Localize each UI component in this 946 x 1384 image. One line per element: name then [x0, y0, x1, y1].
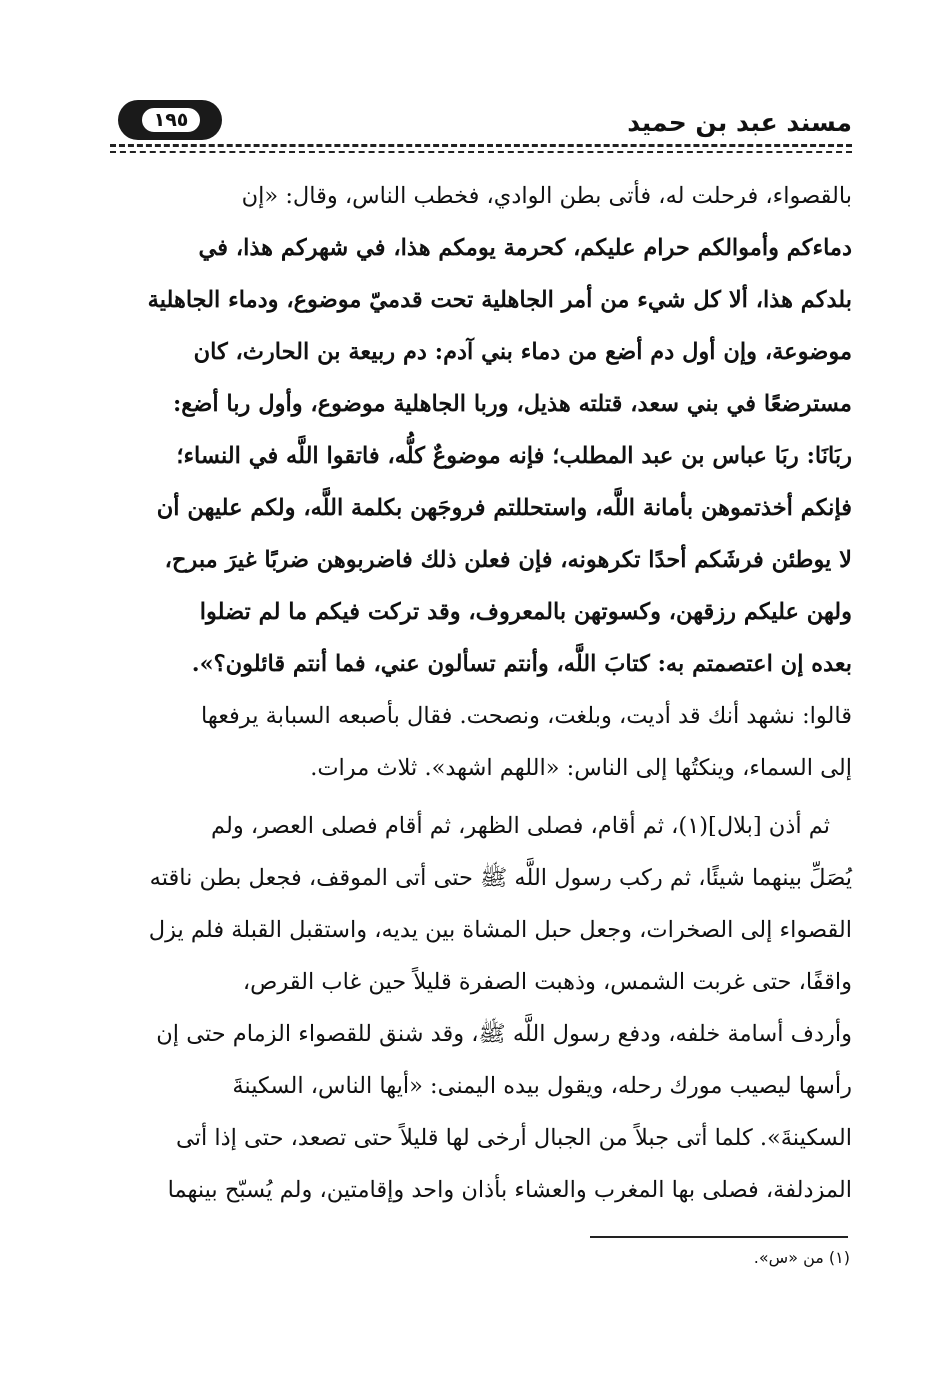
text-line: المزدلفة، فصلى بها المغرب والعشاء بأذان واحد وإقامتين، ولم يُسبّح بينهما: [167, 1177, 852, 1203]
text-line: القصواء إلى الصخرات، وجعل حبل المشاة بين يديه، واستقبل القبلة فلم يزل: [148, 917, 852, 943]
text-line: يُصَلِّ بينهما شيئًا، ثم ركب رسول اللَّه ﷺ حتى أتى الموقف، فجعل بطن ناقته: [149, 865, 852, 891]
page-number: ١٩٥: [140, 106, 202, 134]
header-divider: [110, 144, 852, 147]
page-header: [110, 92, 852, 150]
main-text: [112, 170, 852, 1222]
text-line: موضوعة، وإن أول دم أضع من دماء بني آدم: دم ربيعة بن الحارث، كان: [193, 339, 852, 365]
text-line: ثم أذن [بلال](١)، ثم أقام، فصلى الظهر، ثم أقام فصلى العصر، ولم: [211, 813, 830, 839]
text-line: وأردف أسامة خلفه، ودفع رسول اللَّه ﷺ، وقد شنق للقصواء الزمام حتى إن: [156, 1021, 852, 1047]
text-line: السكينةَ». كلما أتى جبلاً من الجبال أرخى لها قليلاً حتى تصعد، حتى إذا أتى: [175, 1125, 852, 1151]
text-line: مسترضعًا في بني سعد، قتلته هذيل، وربا الجاهلية موضوع، وأول ربا أضع:: [172, 391, 852, 417]
text-line: بالقصواء، فرحلت له، فأتى بطن الوادي، فخطب الناس، وقال: «إن: [241, 183, 852, 209]
text-line: بعده إن اعتصمتم به: كتابَ اللَّه، وأنتم تسألون عني، فما أنتم قائلون؟».: [191, 651, 852, 677]
book-title: مسند عبد بن حميد: [627, 108, 852, 137]
text-line: دماءكم وأموالكم حرام عليكم، كحرمة يومكم هذا، في شهركم هذا، في: [198, 235, 852, 261]
text-line: ولهن عليكم رزقهن، وكسوتهن بالمعروف، وقد تركت فيكم ما لم تضلوا: [199, 599, 852, 625]
text-line: قالوا: نشهد أنك قد أديت، وبلغت، ونصحت. فقال بأصبعه السبابة يرفعها: [200, 703, 852, 729]
footnote: (١) من «س».: [753, 1248, 850, 1267]
text-line: فإنكم أخذتموهن بأمانة اللَّه، واستحللتم فروجَهن بكلمة اللَّه، ولكم عليهن أن: [156, 495, 852, 521]
text-line: إلى السماء، وينكتُها إلى الناس: «اللهم اشهد». ثلاث مرات.: [310, 755, 852, 781]
text-line: رأسها ليصيب مورك رحله، ويقول بيده اليمنى: «أيها الناس، السكينةَ: [232, 1073, 852, 1099]
text-line: بلدكم هذا، ألا كل شيء من أمر الجاهلية تحت قدميّ موضوع، ودماء الجاهلية: [147, 287, 852, 313]
paragraph: [112, 170, 852, 794]
page-number-badge: [118, 100, 222, 140]
text-line: ربَانَا: ربَا عباس بن عبد المطلب؛ فإنه موضوعٌ كلُّه، فاتقوا اللَّه في النساء؛: [176, 443, 852, 469]
header-divider-secondary: [110, 151, 852, 153]
paragraph: [112, 800, 852, 1216]
text-line: لا يوطئن فرشَكم أحدًا تكرهونه، فإن فعلن ذلك فاضربوهن ضربًا غيرَ مبرح،: [164, 547, 852, 573]
footnote-divider: [590, 1236, 848, 1238]
text-line: واقفًا، حتى غربت الشمس، وذهبت الصفرة قليلاً حين غاب القرص،: [242, 969, 852, 995]
